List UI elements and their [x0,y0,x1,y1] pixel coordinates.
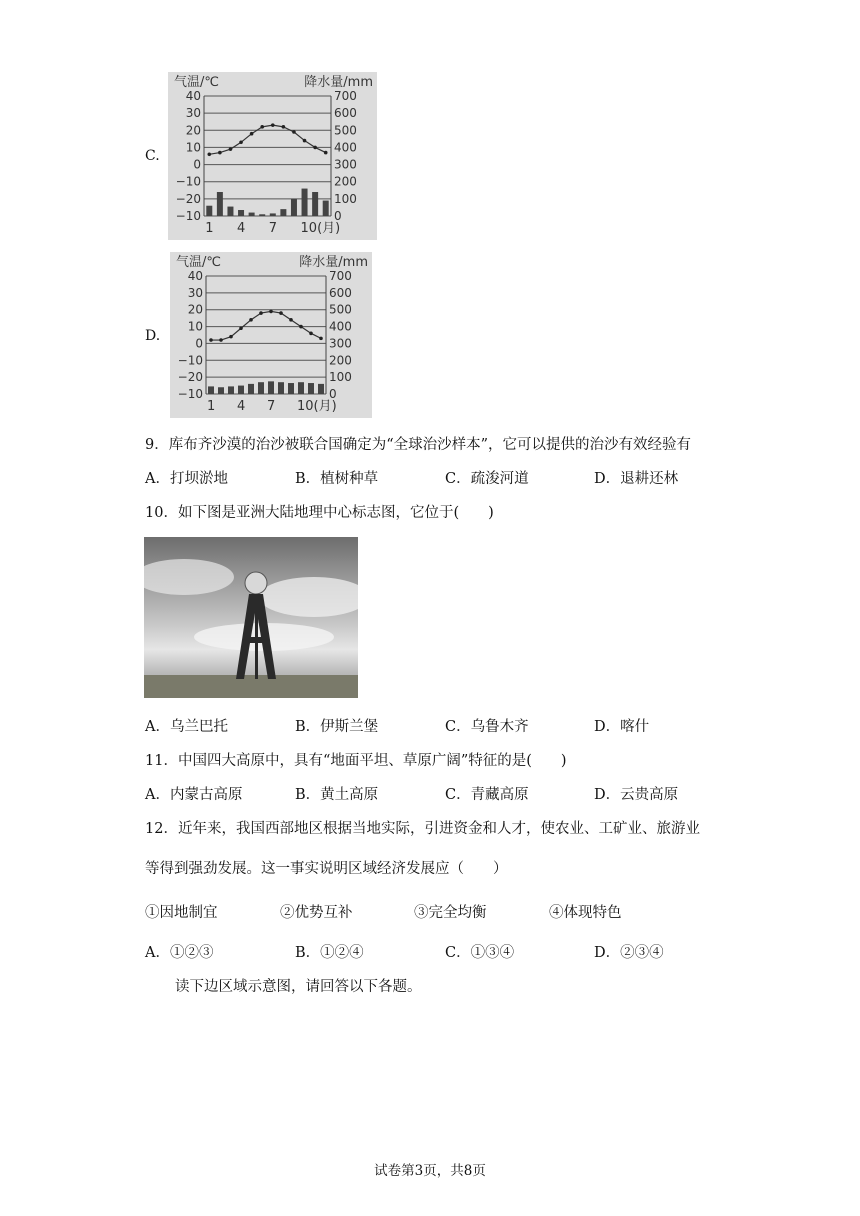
precip-bar [249,213,255,216]
q9-option-c: C．疏浚河道 [445,471,529,487]
temperature-point [250,132,254,136]
y-tick-label: −20 [177,370,203,385]
temperature-point [324,151,328,155]
temperature-point [282,125,286,129]
q9-option-b: B．植树种草 [295,471,379,487]
y-tick-label: 10 [185,140,201,155]
y-tick-label: −20 [175,191,201,206]
q11-stem: 11．中国四大高原中，具有“地面平坦、草原广阔”特征的是( ) [145,753,567,769]
precip-bar [208,386,214,394]
y2-axis-title: 降水量/mm [299,255,368,270]
y2-tick-label: 500 [329,302,352,317]
precip-bar [238,210,244,216]
x-tick-label: 7 [268,221,278,236]
q12-stem-line2: 等得到强劲发展。这一事实说明区域经济发展应（ ） [145,861,508,877]
precip-bar [259,214,265,216]
q9-option-a: A．打坝淤地 [145,471,228,487]
x-tick-label: 4 [237,221,246,236]
y-tick-label: 40 [187,269,203,283]
temperature-point [219,338,223,342]
temperature-point [207,152,211,156]
q12-statement-4: ④体现特色 [549,905,622,921]
y2-tick-label: 100 [334,191,357,206]
y2-tick-label: 400 [329,319,352,334]
y-tick-label: −10 [177,353,203,368]
y2-tick-label: 300 [334,157,357,172]
temperature-point [239,140,243,144]
precip-bar [218,387,224,394]
temperature-point [259,311,263,315]
precip-bar [227,207,233,216]
precip-bar [217,192,223,216]
x-tick-label: 7 [267,399,276,414]
precip-bar [248,384,254,394]
precip-bar [258,382,264,394]
y-axis-title: 气温/℃ [176,255,221,270]
temperature-point [269,310,273,314]
q10-option-c: C．乌鲁木齐 [445,719,529,735]
temperature-point [289,318,293,322]
temperature-point [303,139,307,143]
precip-bar [278,382,284,394]
y2-tick-label: 500 [334,123,357,138]
y-tick-label: 0 [193,157,201,172]
temperature-point [249,318,253,322]
x-tick-label: 1 [207,399,216,414]
precip-bar [298,382,304,394]
q10-stem: 10．如下图是亚洲大陆地理中心标志图，它位于( ) [145,505,494,521]
x-tick-label: 10(月) [297,399,337,414]
y2-tick-label: 0 [334,209,342,223]
y2-tick-label: 700 [329,269,352,283]
q9-option-d: D．退耕还林 [594,471,679,487]
y-tick-label: 20 [187,302,203,317]
x-tick-label: 1 [205,221,214,236]
precip-bar [308,383,314,394]
precip-bar [268,381,274,394]
q12-option-b: B．①②④ [295,945,364,961]
asia-center-monument-photo [144,537,358,698]
temperature-point [292,130,296,134]
y-tick-label: 20 [185,123,201,138]
y-tick-label: −10 [177,387,203,401]
precip-bar [288,383,294,394]
y-tick-label: 30 [185,106,201,121]
temperature-point [260,125,264,129]
climate-chart-c [168,72,377,240]
climate-chart-c-svg [168,72,377,240]
precip-bar [238,386,244,394]
y2-tick-label: 400 [334,140,357,155]
q12-option-c: C．①③④ [445,945,515,961]
y-tick-label: 10 [187,319,203,334]
q11-option-b: B．黄土高原 [295,787,379,803]
y2-axis-title: 降水量/mm [304,75,373,90]
q12-statement-1: ①因地制宜 [145,905,218,921]
precip-bar [302,189,308,216]
climate-chart-d [170,252,372,418]
precip-bar [318,384,324,394]
y2-tick-label: 200 [334,174,357,189]
temperature-line [209,125,325,154]
q12-option-d: D．②③④ [594,945,664,961]
y2-tick-label: 0 [329,387,337,401]
q11-option-c: C．青藏高原 [445,787,529,803]
temperature-point [239,326,243,330]
y2-tick-label: 600 [329,285,352,300]
x-tick-label: 4 [237,399,246,414]
y2-tick-label: 100 [329,370,352,385]
temperature-point [218,151,222,155]
temperature-point [299,325,303,329]
temperature-point [229,147,233,151]
x-tick-label: 10(月) [300,221,341,236]
next-section-intro: 读下边区域示意图，请回答以下各题。 [175,979,422,995]
option-c-label: C. [145,148,160,164]
temperature-point [309,332,313,336]
monument-illustration [144,537,358,698]
precip-bar [291,199,297,216]
q10-option-a: A．乌兰巴托 [145,719,228,735]
page-footer: 试卷第3页，共8页 [374,1163,486,1179]
precip-bar [323,201,329,216]
y-axis-title: 气温/℃ [174,75,219,90]
precip-bar [312,192,318,216]
climate-chart-d-svg [170,252,372,418]
y2-tick-label: 200 [329,353,352,368]
y2-tick-label: 700 [334,89,357,103]
q11-option-a: A．内蒙古高原 [145,787,243,803]
temperature-point [209,338,213,342]
y2-tick-label: 300 [329,336,352,351]
q9-stem: 9．库布齐沙漠的治沙被联合国确定为“全球治沙样本”，它可以提供的治沙有效经验有 [145,437,692,453]
y-tick-label: 30 [187,285,203,300]
temperature-point [313,146,317,150]
temperature-line [211,311,321,340]
option-d-label: D. [145,328,161,344]
precip-bar [280,209,286,216]
q10-option-b: B．伊斯兰堡 [295,719,379,735]
y2-tick-label: 600 [334,106,357,121]
q12-option-a: A．①②③ [145,945,214,961]
q12-stem-line1: 12．近年来，我国西部地区根据当地实际，引进资金和人才，使农业、工矿业、旅游业 [145,821,700,837]
precip-bar [270,213,276,216]
temperature-point [271,123,275,127]
q11-option-d: D．云贵高原 [594,787,679,803]
y-tick-label: 0 [195,336,203,351]
q12-statement-3: ③完全均衡 [414,905,487,921]
y-tick-label: −10 [175,209,201,223]
precip-bar [206,206,212,216]
q12-statement-2: ②优势互补 [280,905,353,921]
y-tick-label: 40 [185,89,201,103]
q10-option-d: D．喀什 [594,719,650,735]
temperature-point [279,311,283,315]
temperature-point [319,337,323,341]
precip-bar [228,386,234,394]
y-tick-label: −10 [175,174,201,189]
temperature-point [229,335,233,339]
